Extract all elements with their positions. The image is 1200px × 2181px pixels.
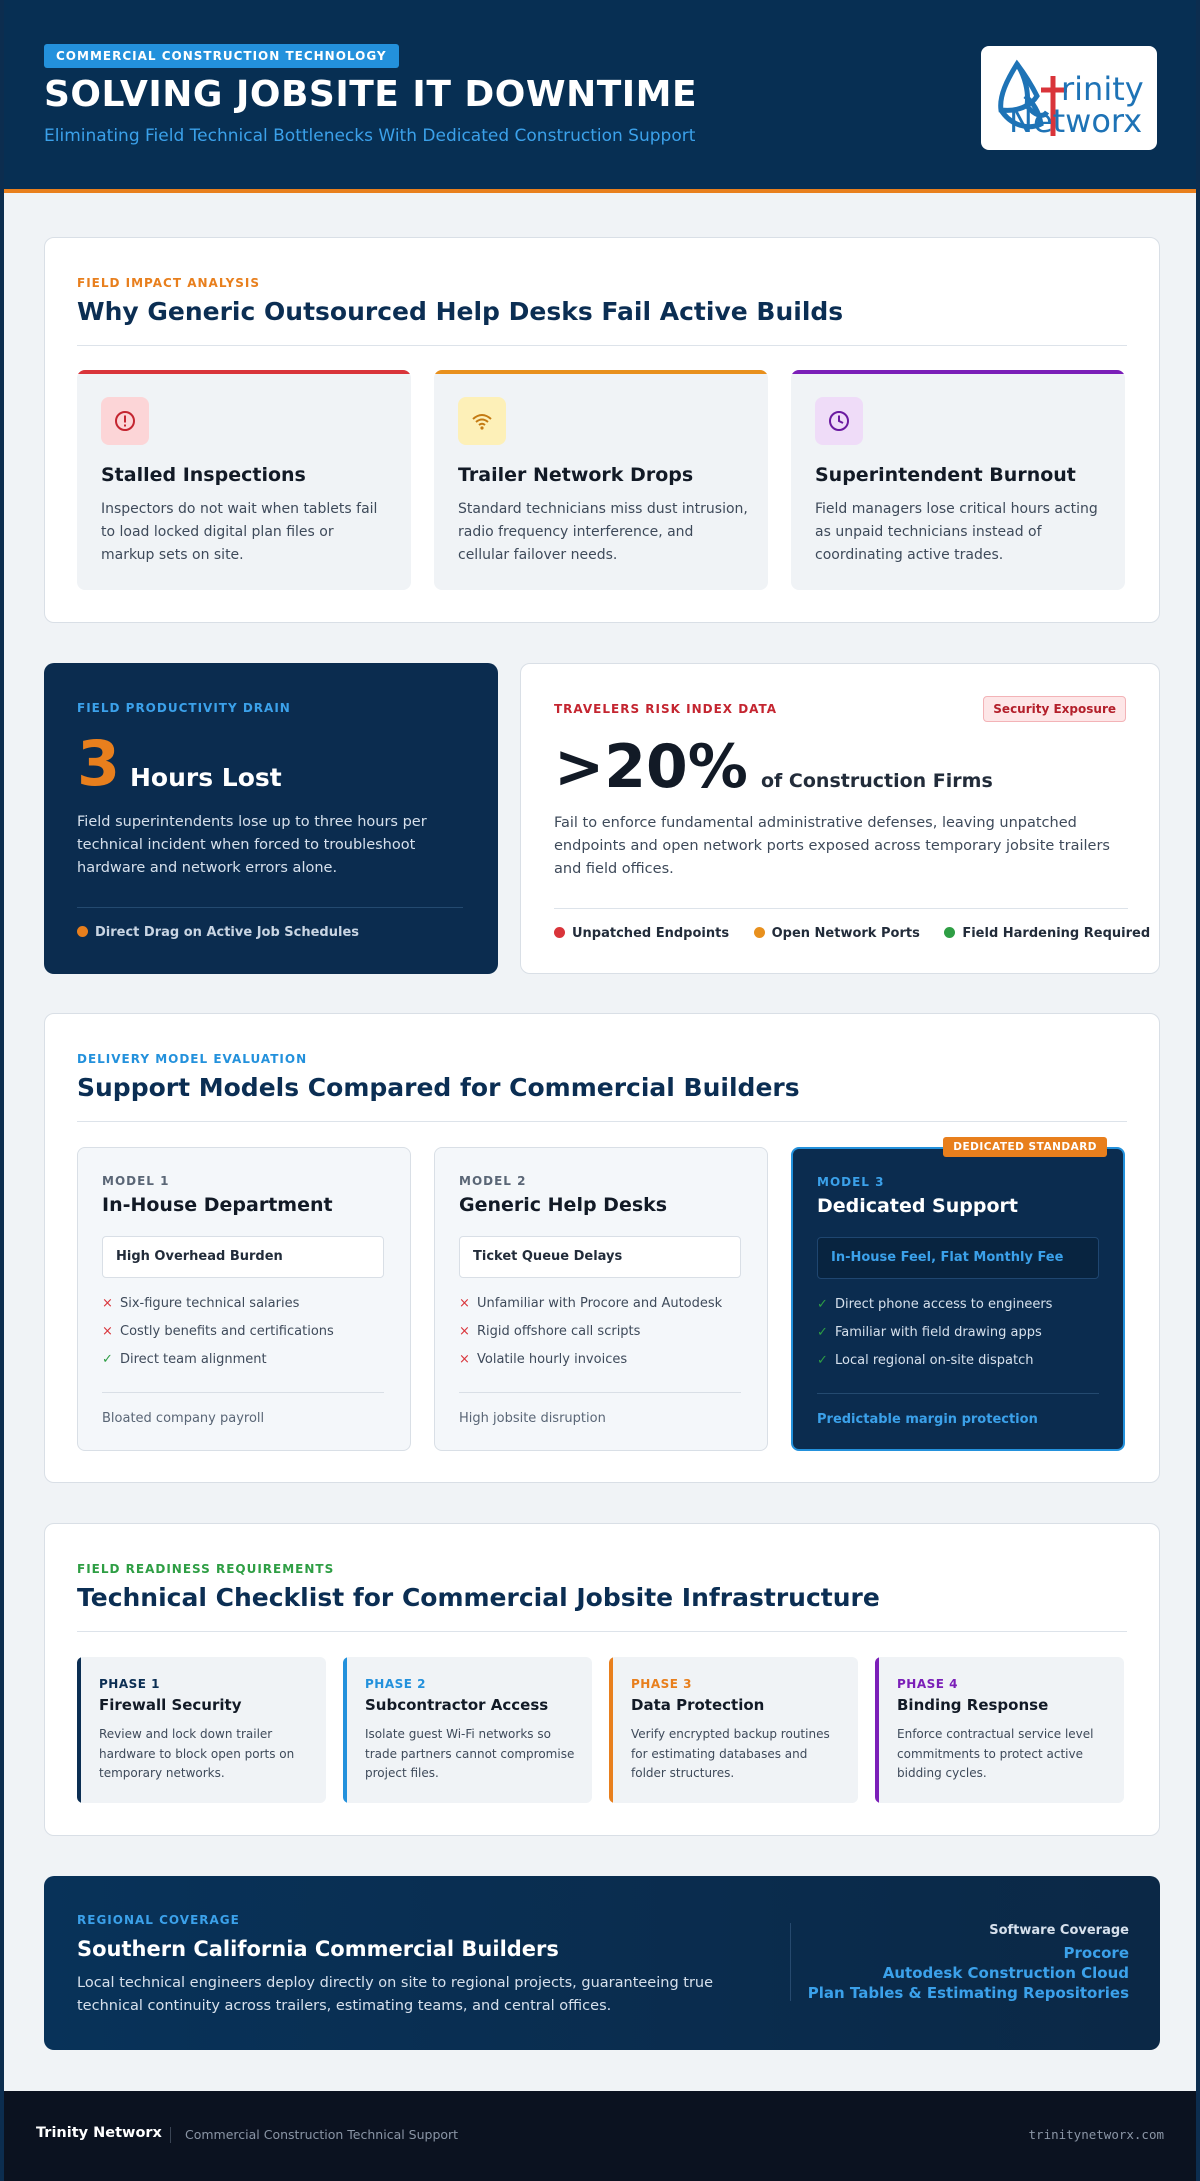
footer-tagline: Commercial Construction Technical Support bbox=[185, 2127, 459, 2142]
list-item: × Six-figure technical salaries bbox=[102, 1296, 300, 1311]
impact-divider bbox=[77, 345, 1127, 346]
page-footer bbox=[4, 2091, 1196, 2181]
model-card-generic-help-desks: MODEL 2 Generic Help Desks Ticket Queue Delays × Unfamiliar with Procore and Autodesk × Rigid offshore call scripts × Volatile hourly invoices High jobsite disruption bbox=[434, 1147, 768, 1451]
software-item-autodesk: Autodesk Construction Cloud bbox=[882, 1964, 1129, 1982]
impact-card-stalled-inspections bbox=[77, 370, 411, 590]
footer-url[interactable]: trinitynetworx.com bbox=[1028, 2127, 1164, 2142]
impact-card-title: Superintendent Burnout bbox=[815, 464, 1076, 486]
dedicated-standard-ribbon: DEDICATED STANDARD bbox=[943, 1137, 1107, 1157]
productivity-stat-card bbox=[44, 663, 498, 974]
wifi-icon bbox=[458, 397, 506, 445]
list-item: ✓ Familiar with field drawing apps bbox=[817, 1325, 1042, 1340]
risk-eyebrow: TRAVELERS RISK INDEX DATA bbox=[554, 702, 778, 716]
svg-text:rinity: rinity bbox=[1061, 70, 1144, 108]
legend-item-hardening: Field Hardening Required bbox=[944, 926, 1150, 941]
risk-number: >20% bbox=[554, 732, 748, 802]
productivity-text: Field superintendents lose up to three hours per technical incident when forced to troubleshoot hardware and network errors alone. bbox=[77, 814, 427, 876]
alert-icon bbox=[101, 397, 149, 445]
models-title: Support Models Compared for Commercial Builders bbox=[77, 1073, 800, 1102]
orange-dot-icon bbox=[77, 926, 88, 937]
trinity-networx-logo bbox=[981, 46, 1157, 150]
coverage-text: Local technical engineers deploy directly on site to regional projects, guaranteeing true technical continuity across trailers, estimating teams, and central offices. bbox=[77, 1975, 714, 2014]
models-eyebrow: DELIVERY MODEL EVALUATION bbox=[77, 1052, 308, 1066]
list-item: × Unfamiliar with Procore and Autodesk bbox=[459, 1296, 723, 1311]
coverage-title: Southern California Commercial Builders bbox=[77, 1937, 559, 1961]
productivity-footer: Direct Drag on Active Job Schedules bbox=[77, 925, 359, 940]
category-tag: COMMERCIAL CONSTRUCTION TECHNOLOGY bbox=[44, 44, 399, 68]
productivity-eyebrow: FIELD PRODUCTIVITY DRAIN bbox=[77, 701, 291, 715]
list-item: × Rigid offshore call scripts bbox=[459, 1324, 641, 1339]
model-card-dedicated-support: DEDICATED STANDARD MODEL 3 Dedicated Support In-House Feel, Flat Monthly Fee ✓ Direct phone access to engineers ✓ Familiar with field drawing apps ✓ Local regional on-site dispatch Predictable margin protection bbox=[791, 1147, 1125, 1451]
coverage-eyebrow: REGIONAL COVERAGE bbox=[77, 1913, 240, 1927]
checklist-eyebrow: FIELD READINESS REQUIREMENTS bbox=[77, 1562, 335, 1576]
impact-card-title: Trailer Network Drops bbox=[458, 464, 694, 486]
impact-card-text: Standard technicians miss dust intrusion, radio frequency interference, and cellular failover needs. bbox=[458, 501, 748, 563]
checklist-title: Technical Checklist for Commercial Jobsite Infrastructure bbox=[77, 1583, 880, 1612]
list-item: ✓ Local regional on-site dispatch bbox=[817, 1353, 1034, 1368]
phase-card-4: PHASE 4 Binding Response Enforce contractual service level commitments to protect active bidding cycles. bbox=[875, 1657, 1124, 1803]
risk-text: Fail to enforce fundamental administrative defenses, leaving unpatched endpoints and open network ports exposed across temporary jobsite trailers and field offices. bbox=[554, 815, 1110, 877]
list-item: × Costly benefits and certifications bbox=[102, 1324, 334, 1339]
risk-label: of Construction Firms bbox=[761, 770, 993, 792]
impact-card-text: Inspectors do not wait when tablets fail to load locked digital plan files or markup sets on site. bbox=[101, 501, 378, 563]
impact-title: Why Generic Outsourced Help Desks Fail Active Builds bbox=[77, 297, 844, 326]
impact-card-trailer-network-drops bbox=[434, 370, 768, 590]
clock-icon bbox=[815, 397, 863, 445]
list-item: × Volatile hourly invoices bbox=[459, 1352, 628, 1367]
risk-stat-card bbox=[520, 663, 1160, 974]
page-subtitle: Eliminating Field Technical Bottlenecks With Dedicated Construction Support bbox=[44, 126, 696, 146]
productivity-number: 3 bbox=[77, 727, 121, 800]
page-title: SOLVING JOBSITE IT DOWNTIME bbox=[44, 74, 698, 115]
coverage-banner bbox=[44, 1876, 1160, 2050]
model-card-in-house: MODEL 1 In-House Department High Overhead Burden × Six-figure technical salaries × Costly benefits and certifications ✓ Direct team alignment Bloated company payroll bbox=[77, 1147, 411, 1451]
impact-card-superintendent-burnout bbox=[791, 370, 1125, 590]
trinity-knot-icon bbox=[981, 46, 1157, 150]
legend-item-open-ports: Open Network Ports bbox=[754, 926, 920, 941]
svg-text:Networx: Networx bbox=[1009, 102, 1143, 140]
phase-card-1: PHASE 1 Firewall Security Review and lock down trailer hardware to block open ports on temporary networks. bbox=[77, 1657, 326, 1803]
risk-legend bbox=[554, 926, 1150, 941]
list-item: ✓ Direct team alignment bbox=[102, 1352, 267, 1367]
productivity-label: Hours Lost bbox=[130, 763, 282, 792]
impact-card-title: Stalled Inspections bbox=[101, 464, 306, 486]
header-banner bbox=[4, 0, 1196, 193]
impact-card-text: Field managers lose critical hours acting as unpaid technicians instead of coordinating active trades. bbox=[815, 501, 1098, 563]
phase-card-2: PHASE 2 Subcontractor Access Isolate guest Wi-Fi networks so trade partners cannot compromise project files. bbox=[343, 1657, 592, 1803]
footer-brand: Trinity Networx bbox=[36, 2125, 162, 2141]
legend-item-unpatched: Unpatched Endpoints bbox=[554, 926, 729, 941]
security-exposure-badge: Security Exposure bbox=[983, 696, 1126, 722]
software-coverage-label: Software Coverage bbox=[989, 1923, 1129, 1938]
software-item-plan-tables: Plan Tables & Estimating Repositories bbox=[807, 1984, 1129, 2002]
impact-eyebrow: FIELD IMPACT ANALYSIS bbox=[77, 276, 261, 290]
software-item-procore: Procore bbox=[1063, 1944, 1129, 1962]
list-item: ✓ Direct phone access to engineers bbox=[817, 1297, 1053, 1312]
phase-card-3: PHASE 3 Data Protection Verify encrypted backup routines for estimating databases and folder structures. bbox=[609, 1657, 858, 1803]
